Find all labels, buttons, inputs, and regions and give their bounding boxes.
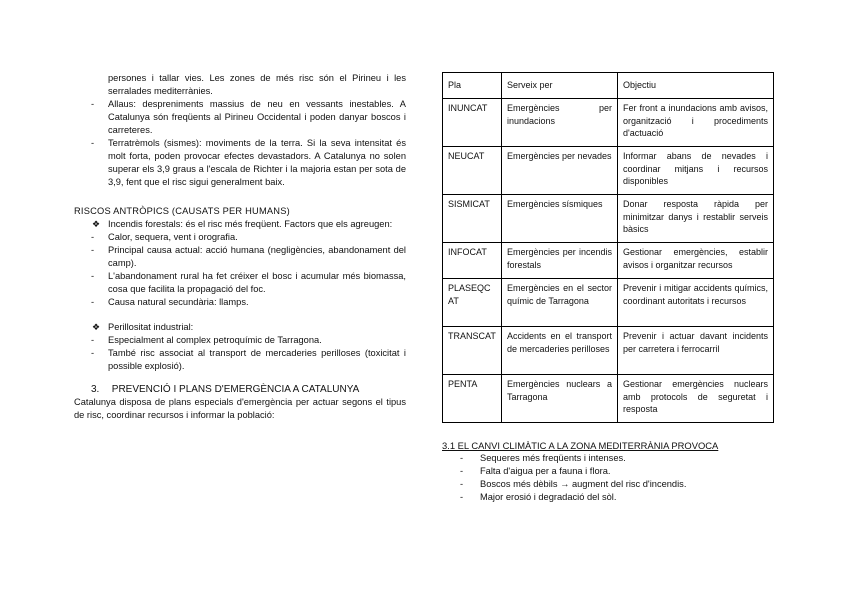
hazard-item-earthquakes: - Terratrèmols (sismes): moviments de la terra. Si la seva intensitat és molt forta, poden provocar efectes devastadors. A Catalunya no solen superar els 3,9 graus a l'escala de Richter i la majoria estan per sota de 3,9, fent que el risc sigui generalment baix. bbox=[74, 137, 406, 189]
plan-purpose: Emergències sísmiques bbox=[502, 195, 618, 243]
right-column bbox=[442, 72, 774, 504]
plan-objective: Donar resposta ràpida per minimitzar danys i restablir serveis bàsics bbox=[618, 195, 774, 243]
fire-factor-item: - L'abandonament rural ha fet créixer el bosc i acumular més biomassa, cosa que facilita la propagació del foc. bbox=[74, 270, 406, 296]
plan-name: PENTA bbox=[443, 375, 502, 423]
industrial-item: - També risc associat al transport de mercaderies perilloses (toxicitat i possible explosió). bbox=[74, 347, 406, 373]
header-objective: Objectiu bbox=[618, 73, 774, 99]
plan-name: INUNCAT bbox=[443, 99, 502, 147]
header-plan: Pla bbox=[443, 73, 502, 99]
table-row bbox=[443, 375, 774, 423]
plan-name: SISMICAT bbox=[443, 195, 502, 243]
climate-effect-item: - Sequeres més freqüents i intenses. bbox=[442, 452, 774, 465]
diamond-bullet-icon: ❖ bbox=[92, 322, 101, 332]
diamond-bullet-icon: ❖ bbox=[92, 219, 101, 229]
forest-fires-title: Incendis forestals: és el risc més freqüent. Factors que els agreugen: bbox=[108, 219, 393, 229]
fire-factor-item: - Principal causa actual: acció humana (negligències, abandonament del camp). bbox=[74, 244, 406, 270]
plan-purpose: Emergències per incendis forestals bbox=[502, 243, 618, 279]
left-column bbox=[74, 72, 406, 422]
section-3-number: 3. bbox=[91, 384, 100, 395]
industrial-hazard-title: Perillositat industrial: bbox=[108, 322, 194, 332]
industrial-item: - Especialment al complex petroquímic de Tarragona. bbox=[74, 334, 406, 347]
industrial-hazard-bullet bbox=[74, 321, 406, 334]
plan-objective: Fer front a inundacions amb avisos, organització i procediments d'actuació bbox=[618, 99, 774, 147]
plan-name: INFOCAT bbox=[443, 243, 502, 279]
table-row bbox=[443, 147, 774, 195]
emergency-plans-table bbox=[442, 72, 774, 423]
section-3-text: Catalunya disposa de plans especials d'emergència per actuar segons el tipus de risc, coordinar recursos i informar la població: bbox=[74, 397, 406, 420]
hazard-item-avalanches: - Allaus: despreniments massius de neu en vessants inestables. A Catalunya són freqüents al Pirineu Occidental i poden danyar boscos i carreteres. bbox=[74, 98, 406, 137]
table-row bbox=[443, 327, 774, 375]
fire-factor-item: - Causa natural secundària: llamps. bbox=[74, 296, 406, 309]
plan-purpose: Accidents en el transport de mercaderies perilloses bbox=[502, 327, 618, 375]
header-purpose: Serveix per bbox=[502, 73, 618, 99]
climate-effects-list bbox=[442, 452, 774, 504]
anthropic-risks-heading: RISCOS ANTRÒPICS (CAUSATS PER HUMANS) bbox=[74, 206, 290, 216]
table-header-row bbox=[443, 73, 774, 99]
table-row bbox=[443, 243, 774, 279]
plan-name: NEUCAT bbox=[443, 147, 502, 195]
plan-objective: Prevenir i actuar davant incidents per carretera i ferrocarril bbox=[618, 327, 774, 375]
fire-factor-item: - Calor, sequera, vent i orografia. bbox=[74, 231, 406, 244]
climate-effect-item: - Boscos més dèbils → augment del risc d'incendis. bbox=[442, 478, 774, 491]
plan-objective: Prevenir i mitigar accidents químics, coordinant autoritats i recursos bbox=[618, 279, 774, 327]
table-row bbox=[443, 195, 774, 243]
plan-purpose: Emergències nuclears a Tarragona bbox=[502, 375, 618, 423]
plan-name: TRANSCAT bbox=[443, 327, 502, 375]
section-3-heading bbox=[74, 383, 406, 396]
forest-fires-bullet bbox=[74, 218, 406, 231]
climate-effect-item: - Falta d'aigua per a fauna i flora. bbox=[442, 465, 774, 478]
plan-purpose: Emergències per inundacions bbox=[502, 99, 618, 147]
plan-objective: Informar abans de nevades i coordinar mitjans i recursos disponibles bbox=[618, 147, 774, 195]
risk-continuation-text: persones i tallar vies. Les zones de més risc són el Pirineu i les serralades mediterrànies. bbox=[108, 73, 406, 96]
plan-objective: Gestionar emergències, establir avisos i organitzar recursos bbox=[618, 243, 774, 279]
plan-purpose: Emergències per nevades bbox=[502, 147, 618, 195]
climate-change-heading: 3.1 EL CANVI CLIMÀTIC A LA ZONA MEDITERRÀNIA PROVOCA bbox=[442, 440, 719, 451]
table-row bbox=[443, 99, 774, 147]
plan-objective: Gestionar emergències nuclears amb protocols de seguretat i resposta bbox=[618, 375, 774, 423]
section-3-title: PREVENCIÓ I PLANS D'EMERGÈNCIA A CATALUNYA bbox=[111, 384, 360, 395]
plan-name: PLASEQCAT bbox=[443, 279, 502, 327]
plan-purpose: Emergències en el sector químic de Tarragona bbox=[502, 279, 618, 327]
table-row bbox=[443, 279, 774, 327]
climate-effect-item: - Major erosió i degradació del sòl. bbox=[442, 491, 774, 504]
